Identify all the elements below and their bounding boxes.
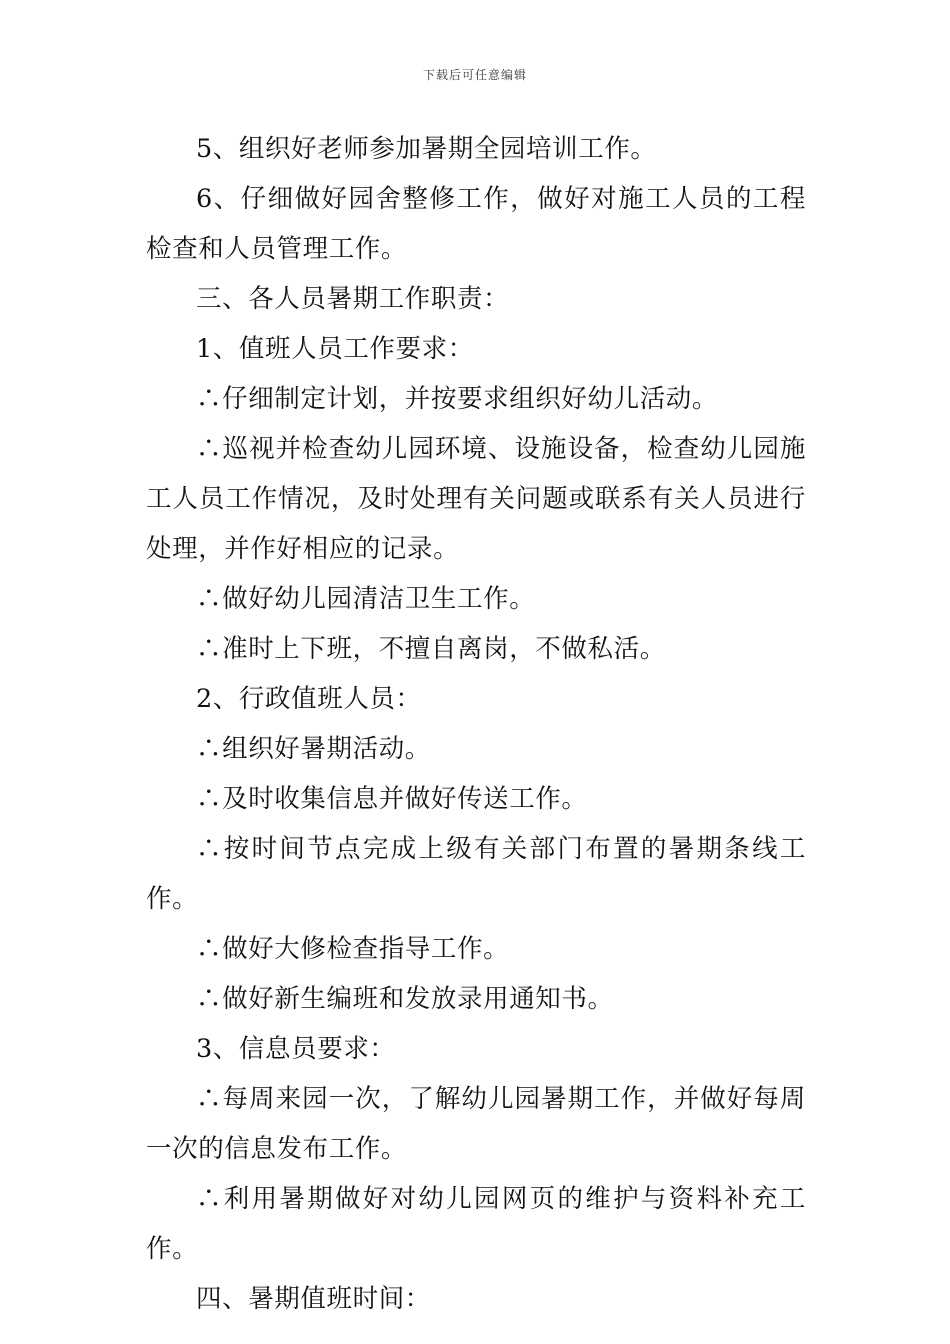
list-item: ∴做好大修检查指导工作。 — [196, 934, 510, 964]
document-body — [146, 124, 806, 1324]
list-item: ∴按时间节点完成上级有关部门布置的暑期条线工作。 — [146, 834, 806, 914]
paragraph: 5、组织好老师参加暑期全园培训工作。 — [196, 134, 657, 164]
subsection-heading: 1、值班人员工作要求： — [196, 334, 474, 364]
list-item: ∴组织好暑期活动。 — [196, 734, 431, 764]
list-item: ∴做好幼儿园清洁卫生工作。 — [196, 584, 536, 614]
paragraph: 6、仔细做好园舍整修工作，做好对施工人员的工程检查和人员管理工作。 — [146, 184, 806, 264]
list-item: ∴及时收集信息并做好传送工作。 — [196, 784, 588, 814]
subsection-heading: 3、信息员要求： — [196, 1034, 396, 1064]
header-note: 下载后可任意编辑 — [422, 68, 527, 82]
list-item: ∴准时上下班，不擅自离岗，不做私活。 — [196, 634, 666, 664]
section-heading: 四、暑期值班时间： — [196, 1284, 431, 1314]
list-item: ∴仔细制定计划，并按要求组织好幼儿活动。 — [196, 384, 719, 414]
subsection-heading: 2、行政值班人员： — [196, 684, 422, 714]
list-item: ∴每周来园一次，了解幼儿园暑期工作，并做好每周一次的信息发布工作。 — [146, 1084, 806, 1164]
list-item: ∴巡视并检查幼儿园环境、设施设备，检查幼儿园施工人员工作情况，及时处理有关问题或联系有关人员进行处理，并作好相应的记录。 — [146, 434, 806, 564]
section-heading: 三、各人员暑期工作职责： — [196, 284, 510, 314]
list-item: ∴利用暑期做好对幼儿园网页的维护与资料补充工作。 — [146, 1184, 806, 1264]
list-item: ∴做好新生编班和发放录用通知书。 — [196, 984, 614, 1014]
